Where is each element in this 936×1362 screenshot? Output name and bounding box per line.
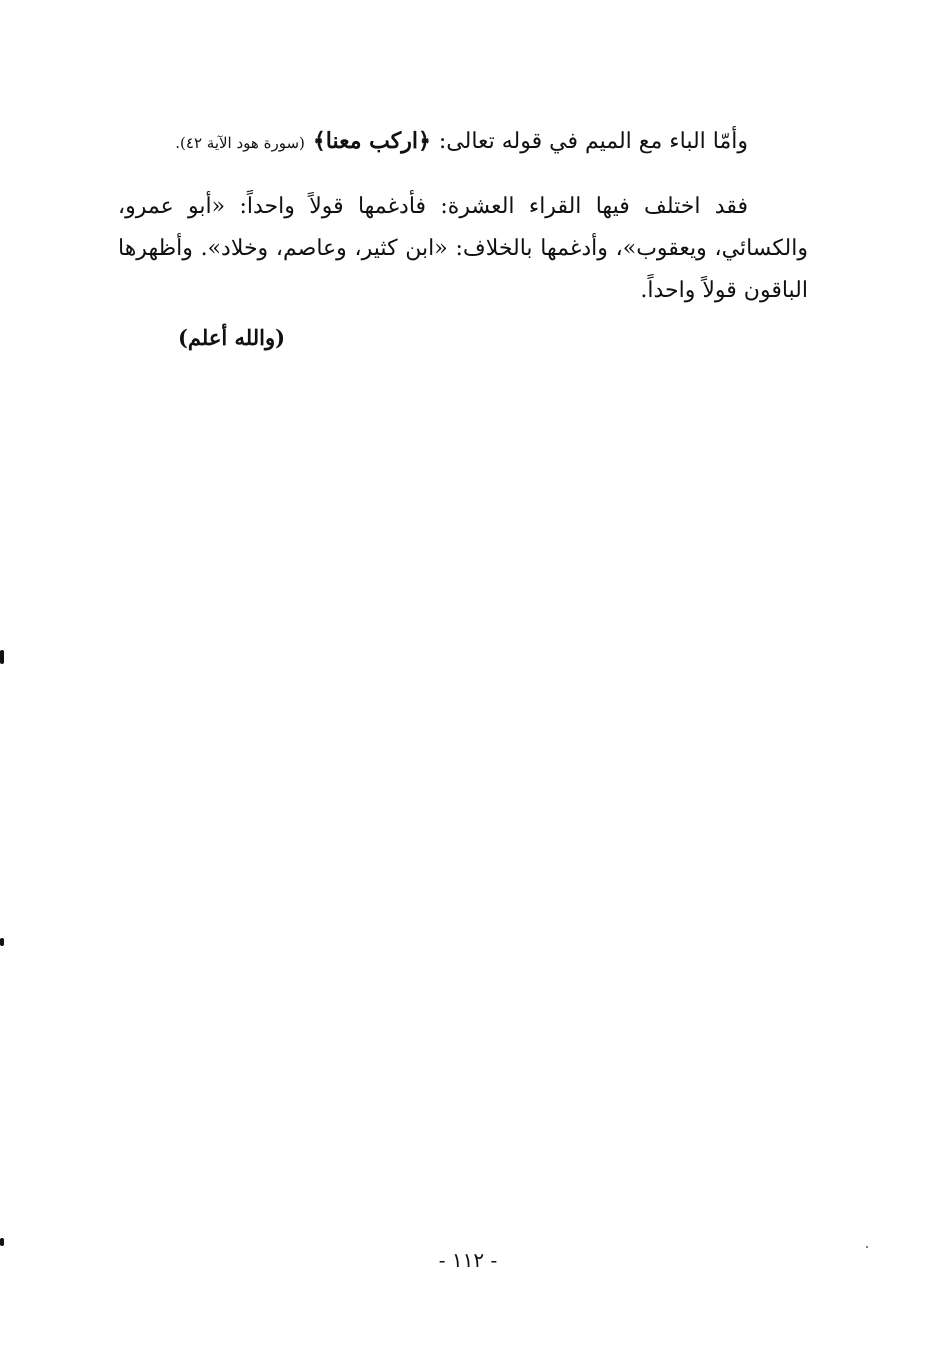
quran-quote: ﴿اركب معنا﴾ [312,128,431,154]
closing-phrase: (والله أعلم) [178,325,286,350]
scan-edge-mark [0,1238,4,1246]
page-number: - ١١٢ - [438,1248,498,1272]
paragraph-text: فقد اختلف فيها القراء العشرة: فأدغمها قولاً واحداً: «أبو عمرو، والكسائي، ويعقوب»، وأدغمها بالخلاف: «ابن كثير، وعاصم، وخلاد». وأظهرها الباقون قولاً واحداً. [118,194,808,303]
surah-reference: (سورة هود الآية ٤٢). [175,134,305,152]
intro-line [175,128,748,154]
intro-text: وأمّا الباء مع الميم في قوله تعالى: [438,129,748,154]
scan-edge-mark [0,938,4,946]
scan-speck [866,1246,868,1248]
scan-edge-mark [0,650,4,664]
body-paragraph [118,186,808,312]
